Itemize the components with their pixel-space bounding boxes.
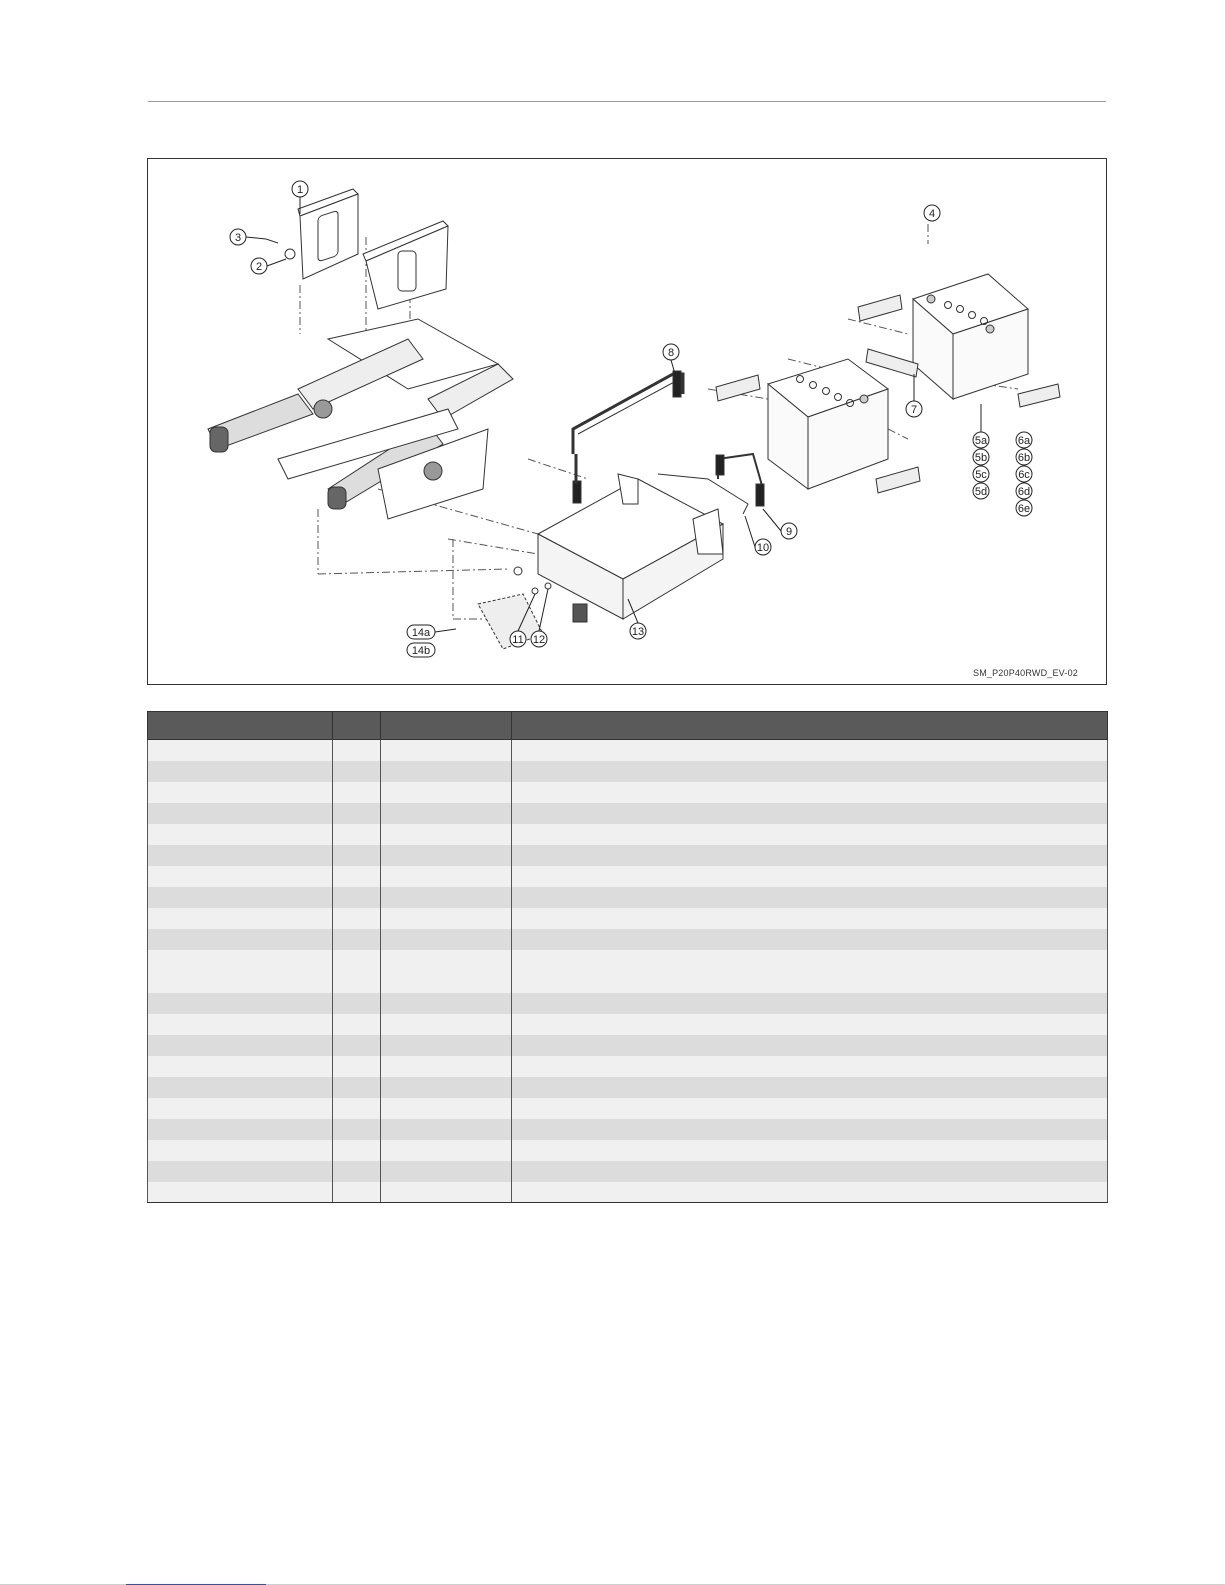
table-cell xyxy=(333,929,381,950)
table-cell xyxy=(512,1014,1108,1035)
callout-13: 13 xyxy=(631,626,645,638)
table-row xyxy=(148,929,1108,950)
upper-mount-plate-left xyxy=(298,189,358,279)
table-cell xyxy=(512,740,1108,761)
table-cell xyxy=(333,887,381,908)
table-header-cell xyxy=(512,712,1108,740)
table-row xyxy=(148,866,1108,887)
callout-7: 7 xyxy=(910,404,918,416)
table-cell xyxy=(381,1182,512,1203)
table-cell xyxy=(512,761,1108,782)
table-cell xyxy=(381,866,512,887)
table-cell xyxy=(512,866,1108,887)
table-cell xyxy=(512,824,1108,845)
callout-1: 1 xyxy=(296,184,304,196)
table-cell xyxy=(333,1014,381,1035)
table-cell xyxy=(148,908,333,929)
table-cell xyxy=(381,1140,512,1161)
table-cell xyxy=(381,1161,512,1182)
table-header-cell xyxy=(148,712,333,740)
table-cell xyxy=(333,782,381,803)
callout-5a: 5a xyxy=(974,435,988,447)
callout-5b: 5b xyxy=(974,452,988,464)
table-cell xyxy=(148,761,333,782)
small-washer xyxy=(514,567,522,575)
table-cell xyxy=(148,1140,333,1161)
callout-11: 11 xyxy=(512,634,524,646)
table-cell xyxy=(381,1056,512,1077)
table-cell xyxy=(148,1056,333,1077)
table-header-cell xyxy=(333,712,381,740)
table-cell xyxy=(333,1119,381,1140)
table-row xyxy=(148,908,1108,929)
table-cell xyxy=(512,1140,1108,1161)
callout-6d: 6d xyxy=(1017,486,1031,498)
table-cell xyxy=(512,993,1108,1014)
table-cell xyxy=(148,824,333,845)
table-cell xyxy=(512,1077,1108,1098)
table-cell xyxy=(148,1035,333,1056)
table-cell xyxy=(512,887,1108,908)
callout-6e: 6e xyxy=(1017,503,1031,515)
small-washer xyxy=(532,588,538,594)
table-cell xyxy=(148,1119,333,1140)
table-cell xyxy=(148,803,333,824)
table-row xyxy=(148,1098,1108,1119)
table-cell xyxy=(148,782,333,803)
table-header-cell xyxy=(381,712,512,740)
table-cell xyxy=(512,1161,1108,1182)
table-cell xyxy=(333,950,381,993)
table-row xyxy=(148,950,1108,993)
table-cell xyxy=(381,950,512,993)
table-cell xyxy=(381,1035,512,1056)
callout-9: 9 xyxy=(785,526,793,538)
callout-3: 3 xyxy=(234,232,242,244)
diagram-drawing xyxy=(148,159,1106,684)
table-cell xyxy=(381,803,512,824)
table-cell xyxy=(381,993,512,1014)
table-cell xyxy=(381,1014,512,1035)
table-row xyxy=(148,1140,1108,1161)
table-cell xyxy=(148,1077,333,1098)
table-cell xyxy=(333,1035,381,1056)
callout-14a: 14a xyxy=(411,627,431,639)
table-cell xyxy=(333,908,381,929)
screw-part xyxy=(266,239,278,243)
table-row xyxy=(148,740,1108,761)
table-row xyxy=(148,1182,1108,1203)
table-cell xyxy=(381,908,512,929)
table-cell xyxy=(333,1077,381,1098)
table-row xyxy=(148,1119,1108,1140)
table-cell xyxy=(512,1035,1108,1056)
table-cell xyxy=(148,1098,333,1119)
table-cell xyxy=(381,1098,512,1119)
table-cell xyxy=(148,887,333,908)
table-cell xyxy=(333,803,381,824)
callout-12: 12 xyxy=(532,634,546,646)
callout-5c: 5c xyxy=(975,469,987,481)
table-cell xyxy=(512,1098,1108,1119)
table-cell xyxy=(333,761,381,782)
spacer-pad xyxy=(866,349,918,377)
table-cell xyxy=(148,845,333,866)
table-row xyxy=(148,782,1108,803)
table-row xyxy=(148,845,1108,866)
main-chassis-frame xyxy=(208,319,513,519)
table-cell xyxy=(512,929,1108,950)
exploded-parts-diagram xyxy=(147,158,1107,685)
table-cell xyxy=(333,1056,381,1077)
table-cell xyxy=(512,803,1108,824)
table-cell xyxy=(148,993,333,1014)
battery-front xyxy=(768,359,888,489)
header-rule xyxy=(148,101,1106,102)
callout-5d: 5d xyxy=(974,486,988,498)
table-cell xyxy=(381,782,512,803)
callout-6c: 6c xyxy=(1018,469,1030,481)
callout-6a: 6a xyxy=(1017,435,1031,447)
table-cell xyxy=(333,1182,381,1203)
table-cell xyxy=(333,866,381,887)
table-cell xyxy=(148,929,333,950)
table-row xyxy=(148,1056,1108,1077)
upper-mount-plate-right xyxy=(363,221,448,309)
small-washer xyxy=(545,583,551,589)
table-row xyxy=(148,761,1108,782)
table-cell xyxy=(381,845,512,866)
table-cell xyxy=(333,1161,381,1182)
table-cell xyxy=(381,1119,512,1140)
washer-part xyxy=(285,249,295,259)
table-cell xyxy=(512,845,1108,866)
table-cell xyxy=(333,993,381,1014)
table-row xyxy=(148,803,1108,824)
table-header-row xyxy=(148,712,1108,740)
table-cell xyxy=(512,950,1108,993)
table-cell xyxy=(333,740,381,761)
table-row xyxy=(148,1161,1108,1182)
battery-rear xyxy=(913,274,1028,399)
connector-block xyxy=(573,604,587,622)
table-cell xyxy=(381,824,512,845)
table-cell xyxy=(512,1119,1108,1140)
table-cell xyxy=(512,1182,1108,1203)
table-row xyxy=(148,824,1108,845)
spacer-pad xyxy=(858,295,902,321)
callout-2: 2 xyxy=(255,261,263,273)
spacer-pad xyxy=(716,375,760,401)
table-row xyxy=(148,1077,1108,1098)
table-cell xyxy=(148,740,333,761)
callout-14b: 14b xyxy=(411,645,431,657)
table-cell xyxy=(381,929,512,950)
table-cell xyxy=(148,1014,333,1035)
table-cell xyxy=(148,950,333,993)
table-cell xyxy=(148,1161,333,1182)
table-row xyxy=(148,1014,1108,1035)
parts-list-table xyxy=(147,711,1108,1203)
table-cell xyxy=(512,908,1108,929)
table-cell xyxy=(381,740,512,761)
table-cell xyxy=(333,1098,381,1119)
table-cell xyxy=(148,866,333,887)
table-row xyxy=(148,887,1108,908)
table-cell xyxy=(333,824,381,845)
callout-8: 8 xyxy=(667,347,675,359)
strap-bracket xyxy=(716,454,764,506)
table-cell xyxy=(381,761,512,782)
spacer-pad xyxy=(876,467,920,493)
table-cell xyxy=(333,845,381,866)
battery-tray xyxy=(538,474,723,619)
callout-10: 10 xyxy=(756,542,770,554)
callout-6b: 6b xyxy=(1017,452,1031,464)
table-cell xyxy=(333,1140,381,1161)
table-cell xyxy=(381,1077,512,1098)
figure-code: SM_P20P40RWD_EV-02 xyxy=(973,668,1078,678)
table-row xyxy=(148,1035,1108,1056)
table-row xyxy=(148,993,1108,1014)
table-cell xyxy=(381,887,512,908)
table-cell xyxy=(512,782,1108,803)
spacer-pad xyxy=(1018,384,1060,407)
callout-4: 4 xyxy=(928,208,936,220)
table-cell xyxy=(148,1182,333,1203)
table-cell xyxy=(512,1056,1108,1077)
